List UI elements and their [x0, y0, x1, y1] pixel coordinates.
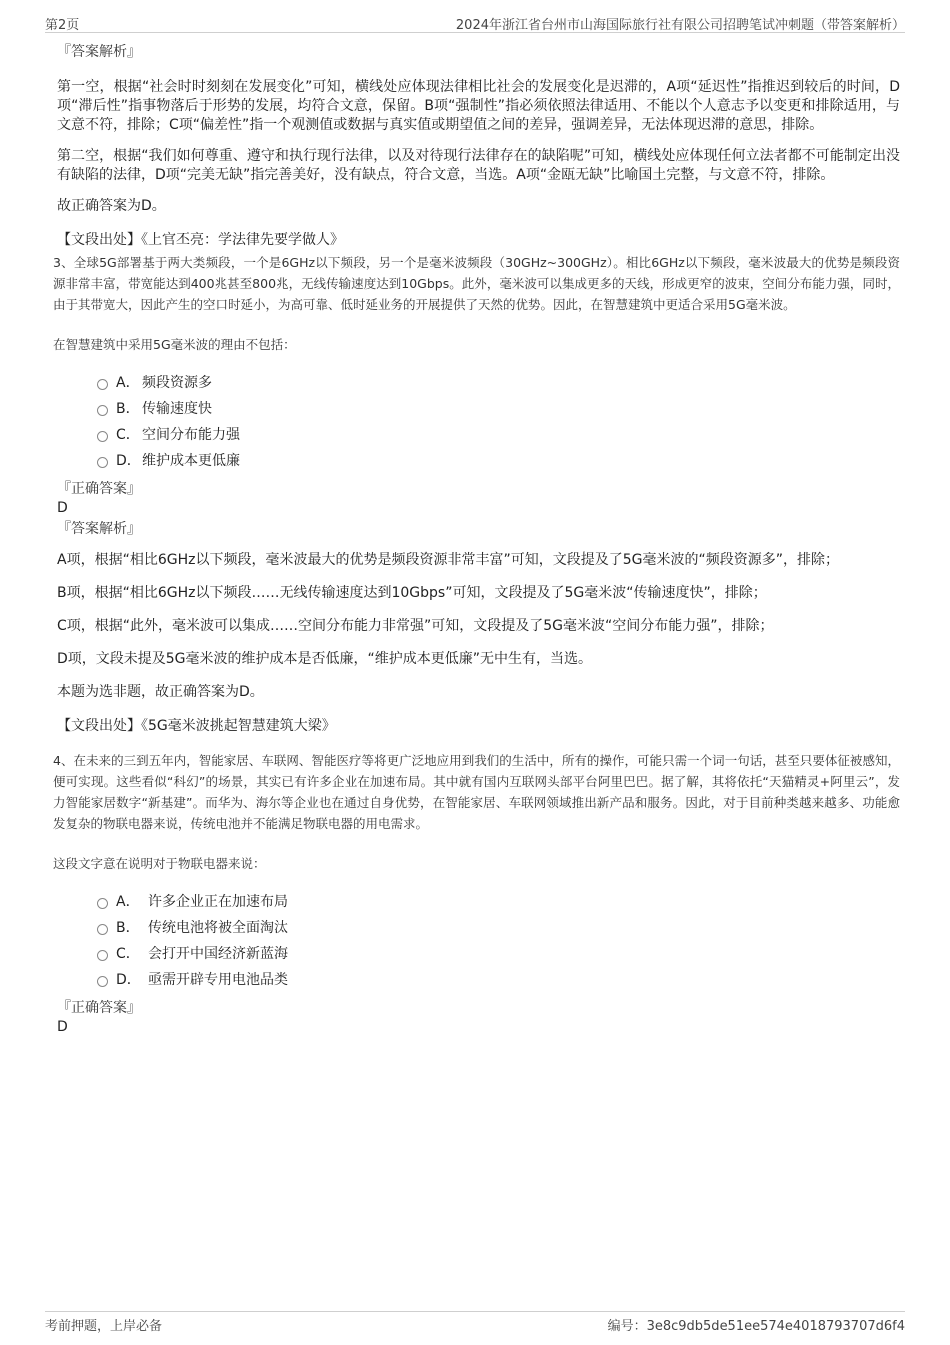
option-text: 亟需开辟专用电池品类: [148, 972, 288, 988]
option-text: 空间分布能力强: [142, 427, 240, 443]
radio-button-icon[interactable]: [97, 976, 108, 987]
analysis-paragraph: A项，根据“相比6GHz以下频段，毫米波最大的优势是频段资源非常丰富”可知，文段提及了5G毫米波的“频段资源多”，排除；: [57, 552, 839, 568]
option-text: 传输速度快: [142, 401, 212, 417]
option-text: 会打开中国经济新蓝海: [148, 946, 288, 962]
correct-answer: D: [57, 1019, 68, 1035]
option-letter: A．: [116, 894, 140, 910]
option-letter: D．: [116, 453, 141, 469]
analysis-paragraph: 第二空，根据“我们如何尊重、遵守和执行现行法律，以及对待现行法律存在的缺陷呢”可知，横线处应体现任何立法者都不可能制定出没有缺陷的法律，D项“完美无缺”指完善美好，没有缺点，符合文意，当选。A项“金瓯无缺”比喻国土完整，与文意不符，排除。: [57, 148, 900, 183]
document-id: 编号：3e8c9db5de51ee574e4018793707d6f4: [607, 1319, 905, 1334]
footer-slogan: 考前押题，上岸必备: [45, 1319, 163, 1334]
option-letter: A．: [116, 375, 140, 391]
question-4-text: 4、在未来的三到五年内，智能家居、车联网、智能医疗等将更广泛地应用到我们的生活中，所有的操作，可能只需一个词一句话，甚至只要体征被感知，便可实现。这些看似“科幻”的场景，其实已有许多企业在加速布局。其中就有国内互联网头部平台阿里巴巴。据了解，其将依托“天猫精灵+阿里云”，发力智能家居数字“新基建”。而华为、海尔等企业也在通过自身优势，在智能家居、车联网领域推出新产品和服务。因此，对于目前种类越来越多、功能愈发复杂的物联电器来说，传统电池并不能满足物联电器的用电需求。: [53, 753, 900, 831]
answer-block: [57, 998, 900, 1036]
option-letter: B．: [116, 401, 140, 417]
page-content: [53, 42, 900, 1036]
radio-button-icon[interactable]: [97, 457, 108, 468]
option-text: 传统电池将被全面淘汰: [148, 920, 288, 936]
option-d[interactable]: [97, 966, 900, 992]
radio-button-icon[interactable]: [97, 898, 108, 909]
radio-button-icon[interactable]: [97, 379, 108, 390]
answer-block: [57, 479, 900, 539]
passage-source: 【文段出处】《5G毫米波挑起智慧建筑大梁》: [57, 718, 336, 734]
radio-button-icon[interactable]: [97, 405, 108, 416]
analysis-conclusion: 故正确答案为D。: [57, 198, 166, 214]
option-b[interactable]: [97, 914, 900, 940]
option-d[interactable]: [97, 447, 900, 473]
option-text: 频段资源多: [142, 375, 212, 391]
question-3-stem: 在智慧建筑中采用5G毫米波的理由不包括：: [53, 337, 296, 352]
analysis-label: 『答案解析』: [57, 521, 141, 537]
analysis-paragraph: D项，文段未提及5G毫米波的维护成本是否低廉，“维护成本更低廉”无中生有，当选。: [57, 651, 593, 667]
question-4-options: [97, 888, 900, 992]
page-header: [45, 12, 905, 33]
radio-button-icon[interactable]: [97, 431, 108, 442]
option-letter: C．: [116, 946, 140, 962]
analysis-paragraph: 第一空，根据“社会时时刻刻在发展变化”可知，横线处应体现法律相比社会的发展变化是迟滞的，A项“延迟性”指推迟到较后的时间，D项“滞后性”指事物落后于形势的发展，均符合文意，保留。B项“强制性”指必须依照法律适用、不能以个人意志予以变更和排除适用，与文意不符，排除；C项“偏差性”指一个观测值或数据与真实值或期望值之间的差异，强调差异，无法体现迟滞的意思，排除。: [57, 79, 900, 133]
option-c[interactable]: [97, 940, 900, 966]
radio-button-icon[interactable]: [97, 924, 108, 935]
analysis-conclusion: 本题为选非题，故正确答案为D。: [57, 684, 264, 700]
analysis-paragraph: B项，根据“相比6GHz以下频段……无线传输速度达到10Gbps”可知，文段提及了5G毫米波“传输速度快”，排除；: [57, 585, 767, 601]
page-number: 第2页: [45, 18, 80, 33]
page-footer: [45, 1311, 905, 1336]
correct-answer-label: 『正确答案』: [57, 1000, 141, 1016]
option-text: 维护成本更低廉: [142, 453, 240, 469]
option-letter: D．: [116, 972, 141, 988]
question-4-stem: 这段文字意在说明对于物联电器来说：: [53, 856, 266, 871]
option-a[interactable]: [97, 369, 900, 395]
correct-answer-label: 『正确答案』: [57, 481, 141, 497]
option-a[interactable]: [97, 888, 900, 914]
question-3-text: 3、全球5G部署基于两大类频段，一个是6GHz以下频段，另一个是毫米波频段（30GHz~300GHz）。相比6GHz以下频段，毫米波最大的优势是频段资源非常丰富，带宽能达到400兆甚至800兆，无线传输速度达到10Gbps。此外，毫米波可以集成更多的天线，形成更窄的波束，空间分布能力强，同时，由于其带宽大，因此产生的空口时延小，为高可靠、低时延业务的开展提供了天然的优势。因此，在智慧建筑中更适合采用5G毫米波。: [53, 255, 900, 312]
analysis-label: 『答案解析』: [57, 44, 141, 60]
option-letter: C．: [116, 427, 140, 443]
passage-source: 【文段出处】《上官丕亮：学法律先要学做人》: [57, 232, 344, 248]
document-title: 2024年浙江省台州市山海国际旅行社有限公司招聘笔试冲刺题（带答案解析）: [455, 18, 905, 33]
question-3-options: [97, 369, 900, 473]
option-b[interactable]: [97, 395, 900, 421]
option-c[interactable]: [97, 421, 900, 447]
analysis-paragraph: C项，根据“此外，毫米波可以集成……空间分布能力非常强”可知，文段提及了5G毫米波“空间分布能力强”，排除；: [57, 618, 774, 634]
option-letter: B．: [116, 920, 140, 936]
correct-answer: D: [57, 500, 68, 516]
option-text: 许多企业正在加速布局: [148, 894, 288, 910]
radio-button-icon[interactable]: [97, 950, 108, 961]
